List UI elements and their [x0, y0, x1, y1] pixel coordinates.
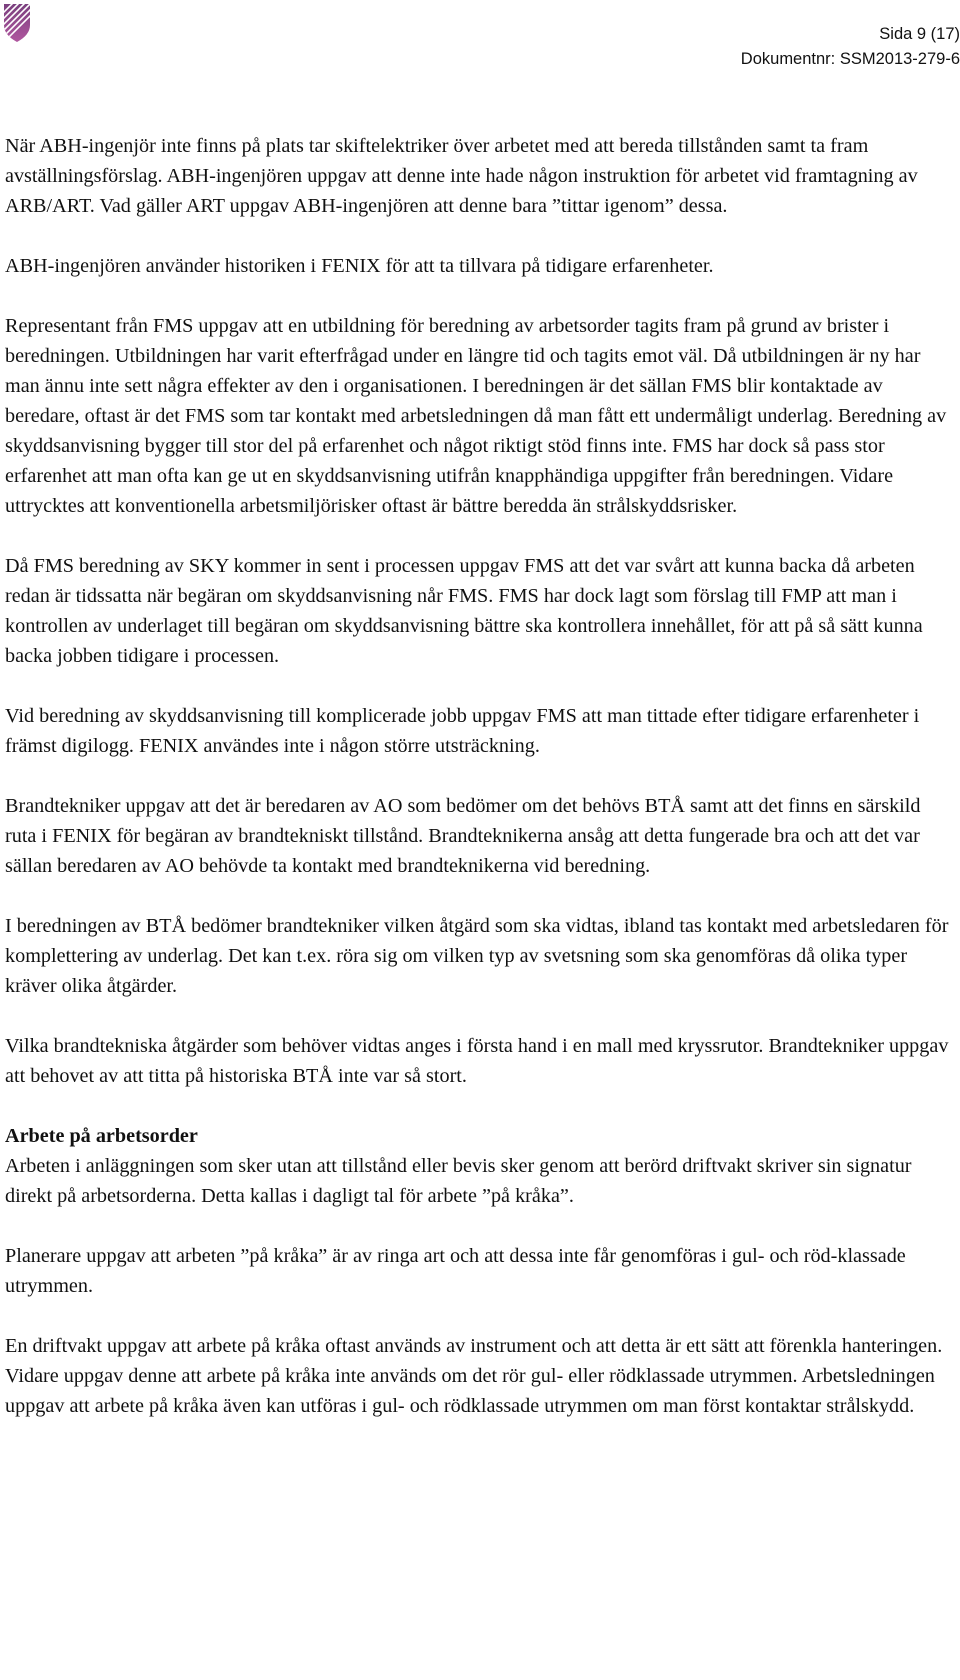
paragraph: Planerare uppgav att arbeten ”på kråka” är av ringa art och att dessa inte får genomföras i gul- och röd-klassade utrymmen.	[5, 1245, 906, 1297]
page-header	[741, 22, 960, 72]
paragraph: Arbeten i anläggningen som sker utan att tillstånd eller bevis sker genom att berörd driftvakt skriver sin signatur direkt på arbetsorderna. Detta kallas i dagligt tal för arbete ”på kråka”.	[5, 1155, 912, 1207]
paragraph: Brandtekniker uppgav att det är beredaren av AO som bedömer om det behövs BTÅ samt att det finns en särskild ruta i FENIX för begäran av brandtekniskt tillstånd. Brandteknikerna ansåg att detta fungerade bra och att det var sällan beredaren av AO behövde ta kontakt med brandteknikerna vid beredning.	[5, 795, 921, 877]
paragraph: Representant från FMS uppgav att en utbildning för beredning av arbetsorder tagits fram på grund av brister i beredningen. Utbildningen har varit efterfrågad under en längre tid och tagits emot väl. Då utbildningen är ny har man ännu inte sett några effekter av den i organisationen. I beredningen är det sällan FMS blir kontaktade av beredare, oftast är det FMS som tar kontakt med arbetsledningen då man fått ett undermåligt underlag. Beredning av skyddsanvisning bygger till stor del på erfarenhet och något riktigt stöd finns inte. FMS har dock så pass stor erfarenhet att man ofta kan ge ut en skyddsanvisning utifrån knapphändiga uppgifter från beredningen. Vidare uttrycktes att konventionella arbetsmiljörisker oftast är bättre beredda än strålskyddsrisker.	[5, 315, 947, 517]
paragraph: Vilka brandtekniska åtgärder som behöver vidtas anges i första hand i en mall med kryssrutor. Brandtekniker uppgav att behovet av att titta på historiska BTÅ inte var så stort.	[5, 1035, 949, 1087]
paragraph: I beredningen av BTÅ bedömer brandtekniker vilken åtgärd som ska vidtas, ibland tas kontakt med arbetsledaren för komplettering av underlag. Det kan t.ex. röra sig om vilken typ av svetsning som ska genomföras då olika typer kräver olika åtgärder.	[5, 915, 949, 997]
document-number: Dokumentnr: SSM2013-279-6	[740, 50, 960, 68]
page-number: Sida 9 (17)	[879, 25, 960, 43]
paragraph: ABH-ingenjören använder historiken i FENIX för att ta tillvara på tidigare erfarenheter.	[5, 255, 714, 277]
paragraph: En driftvakt uppgav att arbete på kråka oftast används av instrument och att detta är ett sätt att förenkla hanteringen. Vidare uppgav denne att arbete på kråka inte används om det rör gul- eller rödklassade utrymmen. Arbetsledningen uppgav att arbete på kråka även kan utföras i gul- och rödklassade utrymmen om man först kontaktar strålskydd.	[5, 1335, 943, 1417]
document-body	[5, 131, 955, 1421]
paragraph: När ABH-ingenjör inte finns på plats tar skiftelektriker över arbetet med att bereda tillstånden samt ta fram avställningsförslag. ABH-ingenjören uppgav att denne inte hade någon instruktion för arbetet vid framtagning av ARB/ART. Vad gäller ART uppgav ABH-ingenjören att denne bara ”tittar igenom” dessa.	[5, 135, 918, 217]
paragraph: Då FMS beredning av SKY kommer in sent i processen uppgav FMS att det var svårt att kunna backa då arbeten redan är tidssatta när begäran om skyddsanvisning når FMS. FMS har dock lagt som förslag till FMP att man i kontrollen av underlaget till begäran om skyddsanvisning bättre ska kontrollera innehållet, för att på så sätt kunna backa jobben tidigare i processen.	[5, 555, 923, 667]
section-heading: Arbete på arbetsorder	[5, 1125, 198, 1147]
paragraph: Vid beredning av skyddsanvisning till komplicerade jobb uppgav FMS att man tittade efter tidigare erfarenheter i främst digilogg. FENIX användes inte i någon större utsträckning.	[5, 705, 920, 757]
ssm-logo-icon	[3, 3, 33, 43]
